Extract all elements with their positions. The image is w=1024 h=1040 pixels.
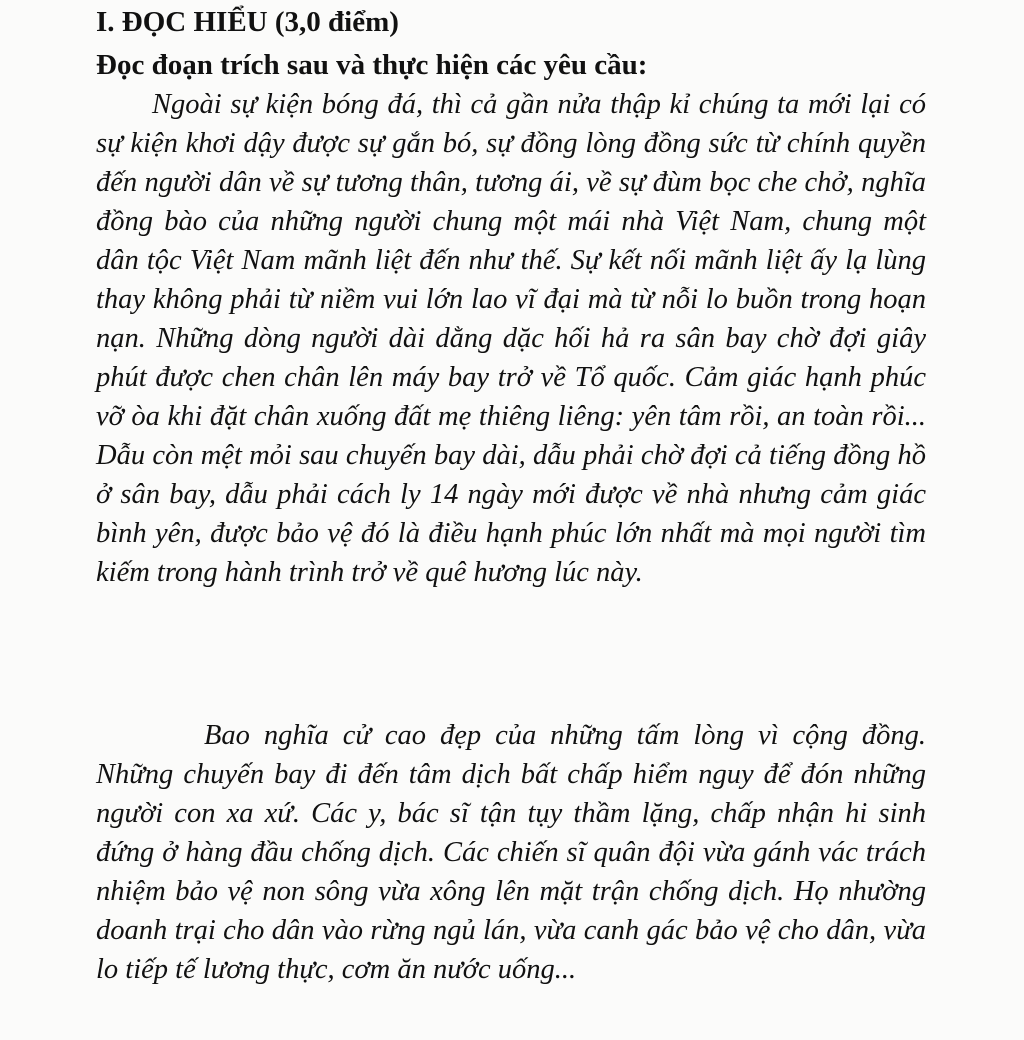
- passage-paragraph-2: Bao nghĩa cử cao đẹp của những tấm lòng vì cộng đồng. Những chuyến bay đi đến tâm dịch bất chấp hiểm nguy để đón những người con xa xứ. Các y, bác sĩ tận tụy thầm lặng, chấp nhận hi sinh đứng ở hàng đầu chống dịch. Các chiến sĩ quân đội vừa gánh vác trách nhiệm bảo vệ non sông vừa xông lên mặt trận chống dịch. Họ nhường doanh trại cho dân vào rừng ngủ lán, vừa canh gác bảo vệ cho dân, vừa lo tiếp tế lương thực, cơm ăn nước uống...: [96, 720, 926, 985]
- passage-paragraph-1: Ngoài sự kiện bóng đá, thì cả gần nửa thập kỉ chúng ta mới lại có sự kiện khơi dậy được sự gắn bó, sự đồng lòng đồng sức từ chính quyền đến người dân về sự tương thân, tương ái, về sự đùm bọc che chở, nghĩa đồng bào của những người chung một mái nhà Việt Nam, chung một dân tộc Việt Nam mãnh liệt đến như thế. Sự kết nối mãnh liệt ấy lạ lùng thay không phải từ niềm vui lớn lao vĩ đại mà từ nỗi lo buồn trong hoạn nạn. Những dòng người dài dằng dặc hối hả ra sân bay chờ đợi giây phút được chen chân lên máy bay trở về Tổ quốc. Cảm giác hạnh phúc vỡ òa khi đặt chân xuống đất mẹ thiêng liêng: yên tâm rồi, an toàn rồi... Dẫu còn mệt mỏi sau chuyến bay dài, dẫu phải chờ đợi cả tiếng đồng hồ ở sân bay, dẫu phải cách ly 14 ngày mới được về nhà nhưng cảm giác bình yên, được bảo vệ đó là điều hạnh phúc lớn nhất mà mọi người tìm kiếm trong hành trình trở về quê hương lúc này.: [96, 89, 926, 588]
- instruction-text: Đọc đoạn trích sau và thực hiện các yêu cầu:: [96, 49, 648, 81]
- section-heading: I. ĐỌC HIỂU (3,0 điểm): [96, 6, 399, 38]
